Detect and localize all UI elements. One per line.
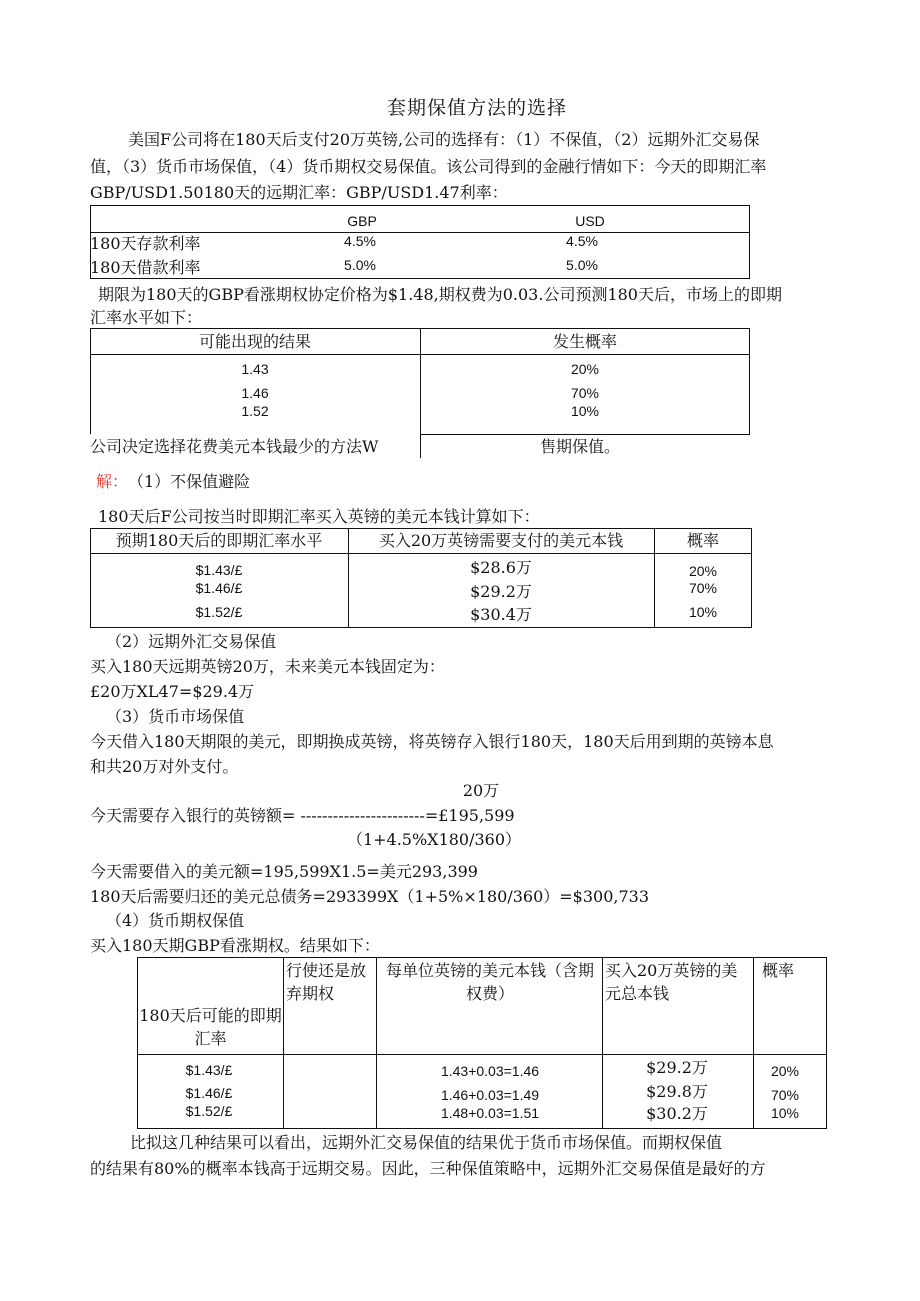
- s4-prob: 20%: [770, 1063, 800, 1079]
- intro-line-2: 值，（3）货币市场保值，（4）货币期权交易保值。该公司得到的金融行情如下：今天的即期汇率: [90, 157, 767, 176]
- section-1-title: （1）不保值避险: [128, 472, 251, 491]
- borrow-amount: 今天需要借入的美元额=195,599X1.5=美元293,399: [90, 862, 478, 881]
- option-text-line-1: 期限为180天的GBP看涨期权协定价格为$1.48,期权费为0.03.公司预测180天后，市场上的即期: [98, 285, 782, 304]
- s1-cost: $29.2万: [470, 582, 532, 601]
- s4-prob: 70%: [770, 1087, 800, 1103]
- s4-rate: $1.46/£: [185, 1085, 233, 1101]
- section-4-title: （4）货币期权保值: [106, 911, 245, 930]
- s4-header-unit-cost: 每单位英镑的美元本钱（含期权费）: [385, 961, 594, 1004]
- page-title: 套期保值方法的选择: [387, 97, 568, 119]
- s4-header-exercise: 行使还是放弃期权: [286, 961, 367, 1004]
- forecast-header-result: 可能出现的结果: [198, 332, 312, 351]
- s1-header-rate: 预期180天后的即期汇率水平: [115, 531, 323, 550]
- forecast-prob: 20%: [570, 361, 600, 377]
- s4-header-rate: 180天后可能的即期汇率: [139, 1006, 282, 1049]
- section-1-intro: 180天后F公司按当时即期汇率买入英镑的美元本钱计算如下：: [98, 507, 540, 526]
- s4-total: $29.8万: [646, 1082, 708, 1101]
- s4-unit: 1.48+0.03=1.51: [440, 1105, 540, 1121]
- solution-label: 解：: [96, 472, 129, 491]
- rate-cell: 4.5%: [566, 233, 598, 249]
- intro-line-1: 美国F公司将在180天后支付20万英镑,公司的选择有：（1）不保值，（2）远期外汇交易保: [128, 130, 760, 149]
- s4-total: $29.2万: [646, 1058, 708, 1077]
- s1-rate: $1.43/£: [195, 562, 243, 578]
- fraction-equation: 今天需要存入银行的英镑额= -----------------------=£195,599: [90, 806, 515, 825]
- s1-header-cost: 买入20万英镑需要支付的美元本钱: [378, 531, 624, 550]
- section-3-line-2: 和共20万对外支付。: [90, 757, 239, 776]
- s4-unit: 1.46+0.03=1.49: [440, 1087, 540, 1103]
- s4-header-total: 买入20万英镑的美元总本钱: [605, 961, 738, 1004]
- rate-cell: 4.5%: [344, 233, 376, 249]
- s4-header-prob: 概率: [762, 961, 795, 980]
- fraction-numerator: 20万: [462, 781, 500, 800]
- conclusion-line-2: 的结果有80%的概率本钱高于远期交易。因此，三种保值策略中，远期外汇交易保值是最好的方: [90, 1159, 766, 1178]
- section-2-line-1: 买入180天远期英镑20万，未来美元本钱固定为：: [90, 657, 445, 676]
- forecast-prob: 10%: [570, 403, 600, 419]
- rate-header-usd: USD: [575, 213, 605, 229]
- s1-prob: 70%: [688, 580, 718, 596]
- s1-prob: 20%: [688, 563, 718, 579]
- s1-prob: 10%: [688, 604, 718, 620]
- decision-text: 公司决定选择花费美元本钱最少的方法W: [90, 437, 379, 456]
- s4-rate: $1.52/£: [185, 1103, 233, 1119]
- s4-total: $30.2万: [646, 1104, 708, 1123]
- s1-cost: $30.4万: [470, 605, 532, 624]
- section-2-title: （2）远期外汇交易保值: [106, 632, 277, 651]
- decision-text-end: 售期保值。: [540, 437, 621, 456]
- rate-header-gbp: GBP: [347, 213, 377, 229]
- forecast-rate: 1.52: [241, 403, 269, 419]
- forecast-rate: 1.43: [241, 361, 269, 377]
- rate-cell: 5.0%: [344, 257, 376, 273]
- rate-cell: 5.0%: [566, 257, 598, 273]
- s1-rate: $1.46/£: [195, 580, 243, 596]
- s4-unit: 1.43+0.03=1.46: [440, 1063, 540, 1079]
- option-text-line-2: 汇率水平如下：: [90, 308, 203, 327]
- s1-rate: $1.52/£: [195, 604, 243, 620]
- rate-row-label: 180天存款利率: [90, 234, 201, 253]
- fraction-denominator: （1+4.5%X180/360）: [346, 830, 522, 849]
- s1-header-prob: 概率: [686, 531, 720, 550]
- intro-line-3: GBP/USD1.50180天的远期汇率：GBP/USD1.47利率：: [90, 183, 508, 202]
- s4-prob: 10%: [770, 1105, 800, 1121]
- section-2-line-2: £20万XL47=$29.4万: [90, 682, 255, 701]
- forecast-rate: 1.46: [241, 385, 269, 401]
- s4-rate: $1.43/£: [185, 1062, 233, 1078]
- total-debt: 180天后需要归还的美元总债务=293399X（1+5%×180/360）=$300,733: [90, 887, 650, 906]
- section-3-title: （3）货币市场保值: [106, 707, 245, 726]
- s1-cost: $28.6万: [470, 558, 532, 577]
- section-3-line-1: 今天借入180天期限的美元，即期换成英镑，将英镑存入银行180天，180天后用到期的英镑本息: [90, 732, 774, 751]
- section-4-intro: 买入180天期GBP看涨期权。结果如下：: [90, 936, 380, 955]
- forecast-prob: 70%: [570, 385, 600, 401]
- conclusion-line-1: 比拟这几种结果可以看出，远期外汇交易保值的结果优于货币市场保值。而期权保值: [130, 1133, 723, 1152]
- rate-row-label: 180天借款利率: [90, 258, 201, 277]
- forecast-header-prob: 发生概率: [552, 332, 618, 351]
